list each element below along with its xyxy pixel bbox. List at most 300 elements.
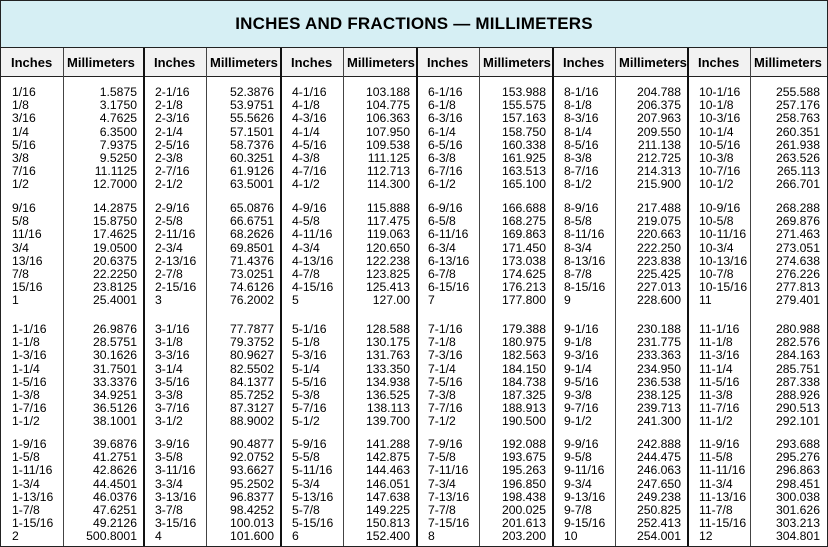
millimeter-value: 1.5875 (99, 85, 137, 99)
millimeter-value: 293.688 (775, 437, 820, 451)
inch-value: 1-3/8 (12, 388, 40, 402)
millimeter-value: 25.4001 (92, 293, 137, 308)
millimeter-value: 188.913 (501, 401, 546, 416)
inch-value: 8-3/4 (564, 240, 592, 255)
millimeter-value: 173.038 (501, 253, 546, 268)
inch-value: 11-1/16 (699, 322, 740, 336)
inch-value: 5-9/16 (292, 437, 327, 451)
inch-value: 5-3/4 (292, 476, 320, 491)
millimeter-value: 266.701 (775, 177, 820, 192)
inch-value: 11-7/8 (699, 503, 733, 517)
millimeter-value: 136.525 (365, 388, 410, 402)
inch-value: 3/16 (12, 111, 36, 126)
inch-value: 6-11/16 (428, 227, 469, 242)
inch-value: 1-7/16 (12, 401, 47, 416)
inch-value: 10-7/8 (699, 267, 734, 281)
millimeter-value: 236.538 (636, 374, 681, 389)
inch-value: 8-13/16 (564, 253, 606, 268)
inch-value: 6-3/8 (428, 151, 456, 165)
inch-value: 10-1/4 (699, 124, 734, 139)
millimeter-value: 28.5751 (92, 335, 137, 350)
inch-value: 6-5/8 (428, 214, 456, 229)
inch-value: 5 (292, 293, 299, 308)
inch-value: 8-1/16 (564, 85, 599, 99)
millimeter-value: 277.813 (775, 280, 820, 295)
millimeter-value: 241.300 (636, 414, 681, 429)
millimeter-value: 92.0752 (229, 450, 274, 465)
millimeter-value: 184.738 (501, 374, 546, 389)
millimeter-value: 6.3500 (99, 124, 137, 139)
inch-value: 8-1/8 (564, 98, 592, 113)
millimeter-value: 193.675 (501, 450, 546, 465)
millimeter-value: 146.051 (365, 476, 410, 491)
millimeter-value: 101.600 (229, 529, 274, 544)
millimeter-value: 112.713 (366, 164, 410, 179)
inch-value: 7-15/16 (428, 516, 470, 531)
inch-value: 2-1/8 (155, 98, 183, 113)
millimeter-value: 195.263 (501, 463, 546, 478)
millimeter-value: 279.401 (775, 293, 820, 308)
inch-value: 7-3/16 (428, 348, 463, 363)
inch-value: 1/16 (12, 85, 36, 99)
inch-value: 9-1/2 (564, 414, 592, 429)
millimeter-value: 180.975 (501, 335, 546, 350)
inch-value: 8 (428, 529, 435, 544)
inch-value: 2-1/2 (155, 177, 183, 192)
millimeter-value: 73.0251 (229, 267, 274, 281)
millimeter-value: 120.650 (365, 240, 410, 255)
inch-value: 3 (155, 293, 162, 308)
inch-value: 1-1/2 (12, 414, 40, 429)
inch-value: 4-5/16 (292, 137, 327, 152)
millimeter-value: 36.5126 (92, 401, 137, 416)
millimeter-value: 65.0876 (229, 201, 274, 215)
millimeter-value: 58.7376 (229, 137, 274, 152)
inch-value: 7-1/16 (428, 322, 463, 336)
millimeter-value: 66.6751 (229, 214, 274, 229)
inch-value: 10-1/2 (699, 177, 734, 192)
millimeter-value: 204.788 (636, 85, 681, 99)
millimeter-value: 292.101 (775, 414, 820, 429)
millimeter-value: 228.600 (636, 293, 681, 308)
inch-value: 4-1/4 (292, 124, 320, 139)
inch-value: 11-3/16 (699, 348, 740, 363)
millimeter-value: 12.7000 (92, 177, 137, 192)
millimeter-value: 295.276 (775, 450, 820, 465)
millimeter-value: 304.801 (775, 529, 820, 544)
inch-value: 10-1/8 (699, 98, 734, 113)
millimeter-value: 88.9002 (229, 414, 274, 429)
millimeter-value: 9.5250 (99, 151, 137, 165)
millimeter-value: 254.001 (636, 529, 681, 544)
millimeter-value: 152.400 (365, 529, 410, 544)
inch-value: 7-3/8 (428, 388, 456, 402)
inch-value: 8-3/16 (564, 111, 599, 126)
millimeter-value: 198.438 (501, 489, 546, 504)
millimeter-value: 71.4376 (229, 253, 274, 268)
millimeter-value: 273.051 (775, 240, 820, 255)
millimeter-value: 3.1750 (99, 98, 137, 113)
millimeter-value: 47.6251 (92, 503, 137, 517)
inch-value: 11/16 (12, 227, 42, 242)
millimeter-value: 296.863 (775, 463, 820, 478)
millimeter-value: 203.200 (501, 529, 546, 544)
millimeter-value: 260.351 (775, 124, 820, 139)
inch-value: 8-11/16 (564, 227, 605, 242)
inch-value: 11-1/4 (699, 361, 733, 376)
inch-value: 2-3/16 (155, 111, 190, 126)
millimeter-value: 96.8377 (229, 489, 274, 504)
inch-value: 8-5/16 (564, 137, 599, 152)
inch-value: 4-15/16 (292, 280, 334, 295)
millimeter-value: 182.563 (501, 348, 546, 363)
millimeter-value: 234.950 (636, 361, 681, 376)
inch-value: 5-1/16 (292, 322, 327, 336)
inch-value: 4-1/2 (292, 177, 320, 192)
inch-value: 11-5/8 (699, 450, 733, 465)
millimeter-value: 42.8626 (92, 463, 137, 478)
inch-value: 3-5/8 (155, 450, 183, 465)
inch-value: 2-13/16 (155, 253, 197, 268)
millimeter-value: 115.888 (366, 201, 410, 215)
inch-value: 6-7/16 (428, 164, 463, 179)
inch-value: 1-15/16 (12, 516, 54, 531)
inch-value: 11-3/4 (699, 476, 733, 491)
header-inches: Inches (291, 54, 333, 70)
millimeter-value: 84.1377 (229, 374, 274, 389)
inch-value: 3-1/4 (155, 361, 183, 376)
inch-value: 1-1/8 (12, 335, 40, 350)
millimeter-value: 290.513 (775, 401, 820, 416)
millimeter-value: 69.8501 (229, 240, 274, 255)
inch-value: 7-3/4 (428, 476, 456, 491)
millimeter-value: 225.425 (636, 267, 681, 281)
millimeter-value: 61.9126 (229, 164, 274, 179)
inch-value: 5-5/8 (292, 450, 320, 465)
millimeter-value: 168.275 (501, 214, 546, 229)
inch-value: 5-7/8 (292, 503, 320, 517)
inner-divider (63, 48, 64, 546)
inch-value: 3-7/16 (155, 401, 190, 416)
millimeter-value: 222.250 (636, 240, 681, 255)
millimeter-value: 4.7625 (99, 111, 137, 126)
inch-value: 9-7/16 (564, 401, 599, 416)
millimeter-value: 19.0500 (92, 240, 137, 255)
millimeter-value: 161.925 (501, 151, 546, 165)
millimeter-value: 130.175 (365, 335, 410, 350)
inch-value: 4-11/16 (292, 227, 333, 242)
millimeter-value: 163.513 (501, 164, 546, 179)
inch-value: 6-5/16 (428, 137, 463, 152)
inch-value: 12 (699, 529, 713, 544)
inch-value: 7-1/2 (428, 414, 456, 429)
millimeter-value: 60.3251 (229, 151, 274, 165)
inch-value: 9-3/4 (564, 476, 592, 491)
inch-value: 9-13/16 (564, 489, 606, 504)
inch-value: 3-13/16 (155, 489, 197, 504)
millimeter-value: 298.451 (775, 476, 820, 491)
millimeter-value: 74.6126 (229, 280, 274, 295)
millimeter-value: 155.575 (501, 98, 546, 113)
millimeter-value: 252.413 (636, 516, 681, 531)
inch-value: 5-3/16 (292, 348, 327, 363)
inch-value: 5-15/16 (292, 516, 334, 531)
inch-value: 9/16 (12, 201, 36, 215)
header-inches: Inches (11, 54, 53, 70)
inch-value: 9-9/16 (564, 437, 599, 451)
header-inches: Inches (698, 54, 740, 70)
inch-value: 7-5/8 (428, 450, 456, 465)
millimeter-value: 14.2875 (92, 201, 137, 215)
millimeter-value: 190.500 (501, 414, 546, 429)
millimeter-value: 184.150 (501, 361, 546, 376)
inch-value: 1-11/16 (12, 463, 53, 478)
millimeter-value: 76.2002 (229, 293, 274, 308)
inch-value: 3/4 (12, 240, 29, 255)
inch-value: 4-1/16 (292, 85, 327, 99)
inch-value: 8-1/4 (564, 124, 592, 139)
inch-value: 11-1/2 (699, 414, 733, 429)
inch-value: 9-5/8 (564, 450, 592, 465)
millimeter-value: 149.225 (365, 503, 410, 517)
inch-value: 5-13/16 (292, 489, 334, 504)
inch-value: 5-1/8 (292, 335, 320, 350)
inch-value: 4-9/16 (292, 201, 327, 215)
millimeter-value: 122.238 (365, 253, 410, 268)
millimeter-value: 212.725 (636, 151, 681, 165)
inch-value: 9-3/16 (564, 348, 599, 363)
column-divider (143, 48, 145, 546)
millimeter-value: 301.626 (775, 503, 820, 517)
inch-value: 10-5/8 (699, 214, 734, 229)
millimeter-value: 153.988 (501, 85, 546, 99)
column-divider (280, 48, 282, 546)
column-divider (552, 48, 554, 546)
millimeter-value: 285.751 (775, 361, 820, 376)
inch-value: 1/8 (12, 98, 29, 113)
inch-value: 8-1/2 (564, 177, 592, 192)
millimeter-value: 7.9375 (99, 137, 137, 152)
title-bar (1, 1, 827, 48)
inch-value: 4 (155, 529, 162, 544)
millimeter-value: 131.763 (365, 348, 410, 363)
inch-value: 4-1/8 (292, 98, 320, 113)
inch-value: 10-3/16 (699, 111, 741, 126)
millimeter-value: 179.388 (501, 322, 546, 336)
inch-value: 7/16 (12, 164, 36, 179)
millimeter-value: 82.5502 (229, 361, 274, 376)
inch-value: 4-7/8 (292, 267, 320, 281)
inch-value: 11-3/8 (699, 388, 733, 402)
inch-value: 5-1/2 (292, 414, 320, 429)
inch-value: 9-1/4 (564, 361, 592, 376)
inch-value: 7-7/16 (428, 401, 463, 416)
millimeter-value: 220.663 (636, 227, 681, 242)
millimeter-value: 211.138 (637, 137, 681, 152)
millimeter-value: 227.013 (636, 280, 681, 295)
millimeter-value: 41.2751 (92, 450, 137, 465)
inch-value: 6-1/2 (428, 177, 456, 192)
millimeter-value: 284.163 (775, 348, 820, 363)
inch-value: 6-13/16 (428, 253, 470, 268)
inch-value: 7-1/4 (428, 361, 456, 376)
inch-value: 2-1/16 (155, 85, 190, 99)
millimeter-value: 90.4877 (229, 437, 274, 451)
inch-value: 15/16 (12, 280, 43, 295)
inch-value: 6-3/16 (428, 111, 463, 126)
millimeter-value: 139.700 (365, 414, 410, 429)
millimeter-value: 68.2626 (229, 227, 274, 242)
millimeter-value: 206.375 (636, 98, 681, 113)
millimeter-value: 142.875 (365, 450, 410, 465)
millimeter-value: 169.863 (501, 227, 546, 242)
header-millimeters: Millimeters (67, 54, 135, 70)
millimeter-value: 282.576 (775, 335, 820, 350)
millimeter-value: 30.1626 (92, 348, 137, 363)
header-inches: Inches (427, 54, 469, 70)
millimeter-value: 31.7501 (92, 361, 137, 376)
millimeter-value: 247.650 (636, 476, 681, 491)
millimeter-value: 287.338 (775, 374, 820, 389)
millimeter-value: 288.926 (775, 388, 820, 402)
millimeter-value: 141.288 (365, 437, 410, 451)
millimeter-value: 150.813 (365, 516, 410, 531)
millimeter-value: 249.238 (636, 489, 681, 504)
millimeter-value: 133.350 (365, 361, 410, 376)
millimeter-value: 57.1501 (229, 124, 274, 139)
inch-value: 1-3/16 (12, 348, 47, 363)
inch-value: 8-7/16 (564, 164, 599, 179)
inch-value: 3-3/16 (155, 348, 190, 363)
millimeter-value: 80.9627 (229, 348, 274, 363)
millimeter-value: 242.888 (636, 437, 681, 451)
inch-value: 5-1/4 (292, 361, 320, 376)
inch-value: 10-7/16 (699, 164, 741, 179)
inch-value: 7/8 (12, 267, 29, 281)
header-millimeters: Millimeters (210, 54, 278, 70)
millimeter-value: 100.013 (229, 516, 274, 531)
millimeter-value: 223.838 (636, 253, 681, 268)
inner-divider (615, 48, 616, 546)
inch-value: 5/8 (12, 214, 29, 229)
millimeter-value: 239.713 (636, 401, 681, 416)
millimeter-value: 177.800 (501, 293, 546, 308)
millimeter-value: 261.938 (775, 137, 820, 152)
inch-value: 11-15/16 (699, 516, 747, 531)
millimeter-value: 22.2250 (92, 267, 137, 281)
millimeter-value: 26.9876 (92, 322, 137, 336)
inch-value: 3-1/2 (155, 414, 183, 429)
inch-value: 10-11/16 (699, 227, 747, 242)
millimeter-value: 107.950 (365, 124, 410, 139)
millimeter-value: 276.226 (775, 267, 820, 281)
inner-divider (206, 48, 207, 546)
inch-value: 2-7/8 (155, 267, 183, 281)
inch-value: 2-5/16 (155, 137, 190, 152)
millimeter-value: 79.3752 (229, 335, 274, 350)
millimeter-value: 114.300 (366, 177, 410, 192)
inch-value: 9-7/8 (564, 503, 592, 517)
millimeter-value: 300.038 (775, 489, 820, 504)
header-inches: Inches (563, 54, 605, 70)
millimeter-value: 33.3376 (92, 374, 137, 389)
inch-value: 6-9/16 (428, 201, 463, 215)
inch-value: 4-7/16 (292, 164, 327, 179)
inch-value: 7-9/16 (428, 437, 463, 451)
inch-value: 8-3/8 (564, 151, 592, 165)
inch-value: 3/8 (12, 151, 29, 165)
inch-value: 2-9/16 (155, 201, 190, 215)
inch-value: 6-7/8 (428, 267, 456, 281)
millimeter-value: 20.6375 (92, 253, 137, 268)
millimeter-value: 196.850 (501, 476, 546, 491)
millimeter-value: 17.4625 (92, 227, 137, 242)
millimeter-value: 192.088 (501, 437, 546, 451)
header-millimeters: Millimeters (619, 54, 687, 70)
inch-value: 11-9/16 (699, 437, 740, 451)
millimeter-value: 46.0376 (92, 489, 137, 504)
inch-value: 3-3/8 (155, 388, 183, 402)
millimeter-value: 85.7252 (229, 388, 274, 402)
inch-value: 8-15/16 (564, 280, 606, 295)
inch-value: 1-5/8 (12, 450, 40, 465)
inch-value: 10-5/16 (699, 137, 741, 152)
inch-value: 10-15/16 (699, 280, 748, 295)
millimeter-value: 119.063 (366, 227, 410, 242)
inner-divider (479, 48, 480, 546)
inch-value: 10-13/16 (699, 253, 748, 268)
inch-value: 3-5/16 (155, 374, 190, 389)
millimeter-value: 52.3876 (229, 85, 274, 99)
inch-value: 4-5/8 (292, 214, 320, 229)
inch-value: 2-3/4 (155, 240, 183, 255)
millimeter-value: 34.9251 (92, 388, 137, 402)
inch-value: 11-7/16 (699, 401, 740, 416)
inch-value: 7-11/16 (428, 463, 469, 478)
inch-value: 3-15/16 (155, 516, 197, 531)
inch-value: 1-5/16 (12, 374, 47, 389)
header-millimeters: Millimeters (754, 54, 822, 70)
inch-value: 4-3/4 (292, 240, 320, 255)
inch-value: 8-7/8 (564, 267, 592, 281)
inch-value: 11-5/16 (699, 374, 740, 389)
inch-value: 1/4 (12, 124, 29, 139)
inch-value: 2-15/16 (155, 280, 197, 295)
inch-value: 6-1/4 (428, 124, 456, 139)
header-millimeters: Millimeters (347, 54, 415, 70)
millimeter-value: 217.488 (636, 201, 681, 215)
inch-value: 1-3/4 (12, 476, 40, 491)
millimeter-value: 138.113 (366, 401, 410, 416)
inch-value: 5-7/16 (292, 401, 327, 416)
inch-value: 3-9/16 (155, 437, 190, 451)
inch-value: 3-7/8 (155, 503, 183, 517)
millimeter-value: 147.638 (365, 489, 410, 504)
millimeter-value: 128.588 (365, 322, 410, 336)
millimeter-value: 231.775 (636, 335, 681, 350)
inch-value: 9-5/16 (564, 374, 599, 389)
inch-value: 3-1/8 (155, 335, 183, 350)
millimeter-value: 215.900 (636, 177, 681, 192)
inch-value: 4-3/8 (292, 151, 320, 165)
inch-value: 10-3/8 (699, 151, 734, 165)
millimeter-value: 201.613 (501, 516, 546, 531)
millimeter-value: 207.963 (636, 111, 681, 126)
inch-value: 7-1/8 (428, 335, 456, 350)
inch-value: 8-9/16 (564, 201, 599, 215)
inch-value: 11-11/16 (699, 463, 746, 478)
inch-value: 10-9/16 (699, 201, 741, 215)
